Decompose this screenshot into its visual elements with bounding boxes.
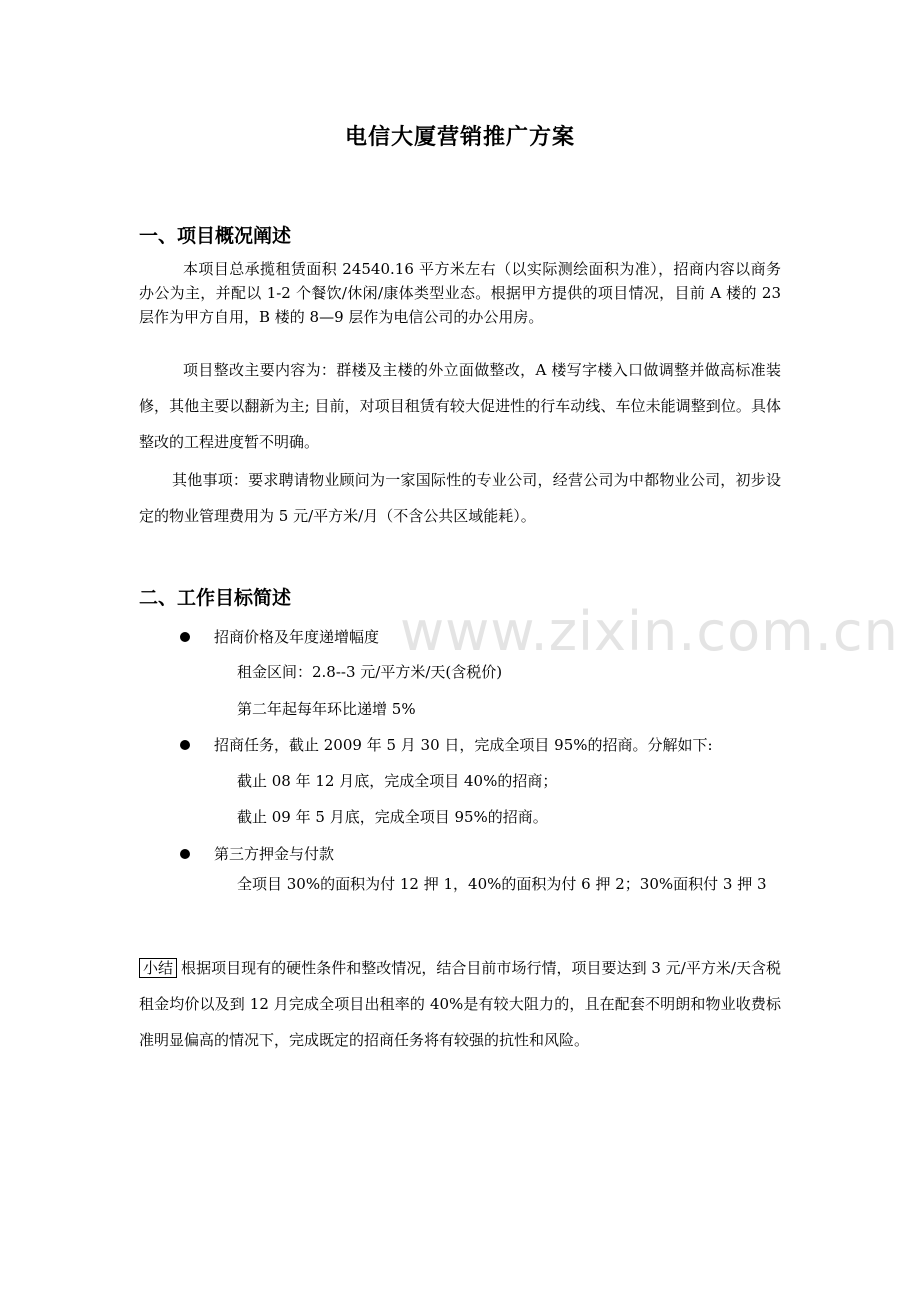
watermark: www.zixin.com.cn	[400, 600, 899, 663]
bullet-label: 招商价格及年度递增幅度	[214, 628, 380, 646]
bullet-sub-item: 截止 09 年 5 月底，完成全项目 95%的招商。	[237, 808, 548, 826]
bullet-dot-icon	[180, 849, 190, 859]
bullet-item	[180, 842, 781, 866]
section-1-paragraph-3: 其他事项：要求聘请物业顾问为一家国际性的专业公司，经营公司为中都物业公司，初步设定的物业管理费用为 5 元/平方米/月（不含公共区域能耗）。	[139, 471, 781, 525]
bullet-item	[180, 625, 781, 649]
page-title: 电信大厦营销推广方案	[344, 125, 575, 150]
summary-paragraph	[139, 950, 781, 1058]
summary-label: 小结	[139, 958, 177, 978]
section-1-paragraph-2: 项目整改主要内容为：群楼及主楼的外立面做整改，A 楼写字楼入口做调整并做高标准装修，其他主要以翻新为主; 目前，对项目租赁有较大促进性的行车动线、车位未能调整到位。具体整改的工程进度暂不明确。	[139, 361, 781, 451]
bullet-label: 第三方押金与付款	[214, 845, 335, 863]
bullet-sub-item: 全项目 30%的面积为付 12 押 1，40%的面积为付 6 押 2；30%面积付 3 押 3	[237, 875, 767, 893]
bullet-sub-item: 第二年起每年环比递增 5%	[237, 700, 416, 718]
section-1-heading: 一、项目概况阐述	[139, 225, 292, 247]
summary-text: 根据项目现有的硬性条件和整改情况，结合目前市场行情，项目要达到 3 元/平方米/天含税租金均价以及到 12 月完成全项目出租率的 40%是有较大阻力的，且在配套不明朗和物业收费标准明显偏高的情况下，完成既定的招商任务将有较强的抗性和风险。	[139, 959, 781, 1049]
section-1-paragraph-1: 本项目总承揽租赁面积 24540.16 平方米左右（以实际测绘面积为准），招商内容以商务办公为主，并配以 1-2 个餐饮/休闲/康体类型业态。根据甲方提供的项目情况，目前 A 楼的 23 层作为甲方自用，B 楼的 8—9 层作为电信公司的办公用房。	[139, 260, 781, 326]
bullet-dot-icon	[180, 632, 190, 642]
bullet-sub-item: 租金区间：2.8--3 元/平方米/天(含税价)	[237, 663, 503, 681]
bullet-item	[180, 733, 781, 757]
bullet-dot-icon	[180, 740, 190, 750]
bullet-label: 招商任务，截止 2009 年 5 月 30 日，完成全项目 95%的招商。分解如下:	[214, 736, 713, 754]
section-2-heading: 二、工作目标简述	[139, 587, 292, 609]
bullet-sub-item: 截止 08 年 12 月底，完成全项目 40%的招商；	[237, 772, 558, 790]
